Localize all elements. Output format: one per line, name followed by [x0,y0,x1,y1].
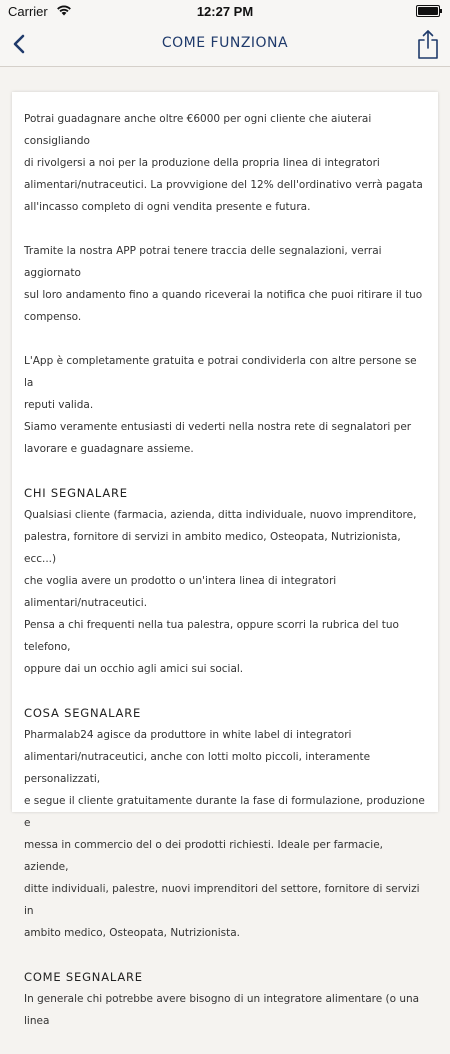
content-card [12,92,438,1027]
how-heading: COME SEGNALARE [24,970,143,984]
navigation-bar [0,22,450,67]
text-line: alimentari/nutraceutici, anche con lotti molto piccoli, interamente personalizzati, [24,751,371,785]
text-line: che voglia avere un prodotto o un'intera linea di integratori [24,575,337,587]
text-line: e segue il cliente gratuitamente durante la fase di formulazione, produzione e [24,795,425,829]
text-line: Tramite la nostra APP potrai tenere traccia delle segnalazioni, verrai aggiornato [24,245,382,279]
text-line: Pharmalab24 agisce da produttore in white label di integratori [24,729,352,741]
who-paragraph [24,504,428,680]
text-line: all'incasso completo di ogni vendita presente e futura. [24,201,311,213]
text-line: Qualsiasi cliente (farmacia, azienda, ditta individuale, nuovo imprenditore, [24,509,417,521]
text-line: compenso. [24,311,82,323]
intro-paragraph [24,108,428,218]
battery-icon [416,5,440,17]
who-heading: CHI SEGNALARE [24,486,128,500]
text-line: alimentari/nutraceutici. [24,597,148,609]
text-line: L'App è completamente gratuita e potrai condividerla con altre persone se la [24,355,417,389]
page-title: COME FUNZIONA [161,35,289,51]
text-line: Potrai guadagnare anche oltre €6000 per ogni cliente che aiuterai consigliando [24,113,372,147]
tracking-paragraph [24,240,428,328]
text-line: Pensa a chi frequenti nella tua palestra, oppure scorri la rubrica del tuo telefono, [24,619,399,653]
carrier-label: Carrier [8,4,48,19]
text-line: lavorare e guadagnare assieme. [24,443,194,455]
text-line: messa in commercio del o dei prodotti richiesti. Ideale per farmacie, aziende, [24,839,384,873]
text-line: ambito medico, Osteopata, Nutrizionista. [24,927,240,939]
app-free-paragraph [24,350,428,460]
text-line: In generale chi potrebbe avere bisogno di un integratore alimentare (o una linea [24,993,420,1027]
what-paragraph [24,724,428,944]
share-icon [419,31,437,58]
what-heading: COSA SEGNALARE [24,706,142,720]
share-button[interactable] [414,28,442,60]
text-line: sul loro andamento fino a quando riceverai la notifica che puoi ritirare il tuo [24,289,423,301]
text-line: ditte individuali, palestre, nuovi imprenditori del settore, fornitore di servizi in [24,883,420,917]
text-line: reputi valida. [24,399,94,411]
text-line: palestra, fornitore di servizi in ambito medico, Osteopata, Nutrizionista, ecc...) [24,531,401,565]
text-line: di rivolgersi a noi per la produzione della propria linea di integratori [24,157,380,169]
text-line: oppure dai un occhio agli amici sui social. [24,663,244,675]
article-body[interactable] [24,108,428,1054]
how-paragraph [24,988,428,1032]
text-line: Siamo veramente entusiasti di vederti nella nostra rete di segnalatori per [24,421,412,433]
text-line: alimentari/nutraceutici. La provvigione del 12% dell'ordinativo verrà pagata [24,179,423,191]
status-bar [0,0,450,22]
status-time: 12:27 PM [196,4,254,19]
